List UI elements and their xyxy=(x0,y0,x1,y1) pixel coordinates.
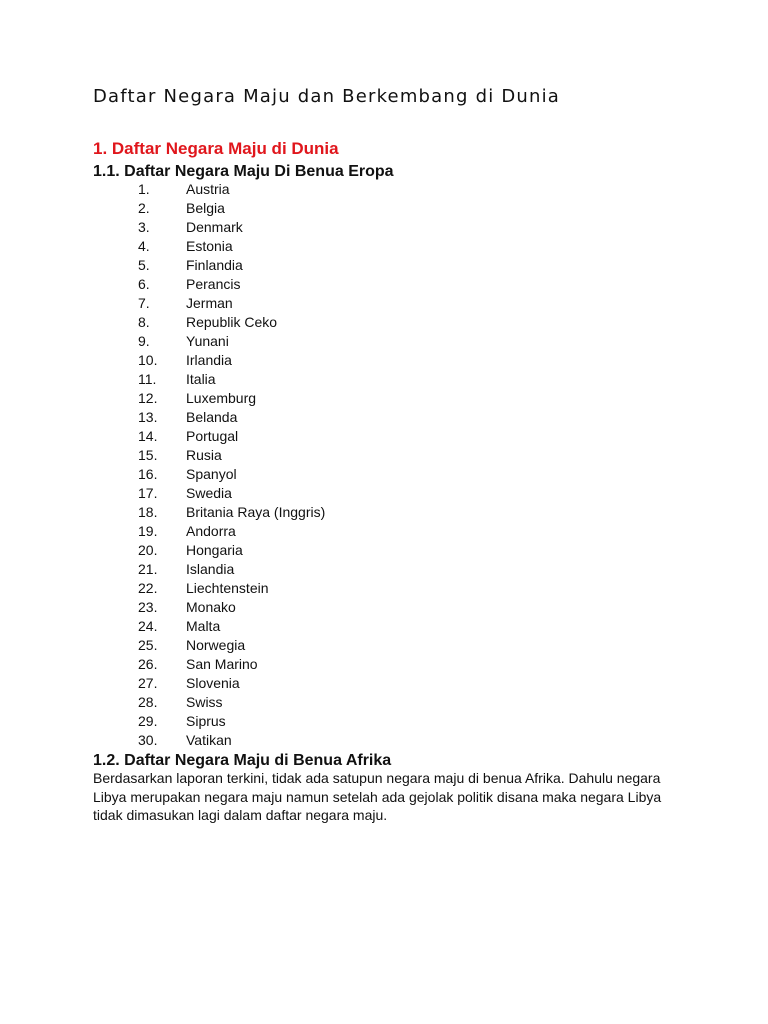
list-item-number: 9. xyxy=(138,333,150,349)
list-item-number: 16. xyxy=(138,466,158,482)
afrika-paragraph: Berdasarkan laporan terkini, tidak ada satupun negara maju di benua Afrika. Dahulu negara Libya merupakan negara maju namun setelah ada gejolak politik disana maka negara Libya tidak dimasukan lagi dalam daftar negara maju. xyxy=(93,770,662,823)
list-item-number: 19. xyxy=(138,523,158,539)
list-item-number: 18. xyxy=(138,504,158,520)
list-item-country-name: Finlandia xyxy=(186,257,243,273)
list-item xyxy=(0,693,768,712)
list-item-country-name: Belgia xyxy=(186,200,225,216)
list-item xyxy=(0,427,768,446)
list-item-number: 27. xyxy=(138,675,158,691)
list-item-number: 12. xyxy=(138,390,158,406)
list-item-country-name: Republik Ceko xyxy=(186,314,278,330)
list-item-country-name: Slovenia xyxy=(186,675,240,691)
list-item-country-name: Swedia xyxy=(186,485,232,501)
list-item xyxy=(0,731,768,750)
list-item xyxy=(0,294,768,313)
list-item-number: 17. xyxy=(138,485,158,501)
list-item-country-name: Jerman xyxy=(186,295,233,311)
list-item-number: 1. xyxy=(138,181,150,197)
list-item xyxy=(0,560,768,579)
list-item xyxy=(0,598,768,617)
list-item-number: 8. xyxy=(138,314,150,330)
list-item-number: 29. xyxy=(138,713,158,729)
list-item-number: 3. xyxy=(138,219,150,235)
list-item xyxy=(0,275,768,294)
list-item-number: 26. xyxy=(138,656,158,672)
list-item xyxy=(0,541,768,560)
list-item-number: 21. xyxy=(138,561,158,577)
list-item-country-name: Siprus xyxy=(186,713,226,729)
list-item xyxy=(0,218,768,237)
list-item xyxy=(0,332,768,351)
list-item-number: 13. xyxy=(138,409,158,425)
list-item-country-name: Perancis xyxy=(186,276,241,292)
list-item-country-name: Belanda xyxy=(186,409,238,425)
list-item xyxy=(0,408,768,427)
list-item-number: 30. xyxy=(138,732,158,748)
list-item-country-name: Estonia xyxy=(186,238,233,254)
section-heading-negara-maju: 1. Daftar Negara Maju di Dunia xyxy=(93,139,339,158)
list-item-country-name: Britania Raya (Inggris) xyxy=(186,504,326,520)
list-item-number: 25. xyxy=(138,637,158,653)
list-item xyxy=(0,199,768,218)
subsection-heading-eropa: 1.1. Daftar Negara Maju Di Benua Eropa xyxy=(93,163,394,180)
list-item xyxy=(0,617,768,636)
list-item-number: 15. xyxy=(138,447,158,463)
list-item-country-name: Malta xyxy=(186,618,221,634)
list-item xyxy=(0,655,768,674)
list-item xyxy=(0,484,768,503)
list-item-country-name: Norwegia xyxy=(186,637,246,653)
list-item xyxy=(0,503,768,522)
list-item-country-name: Monako xyxy=(186,599,236,615)
list-item-number: 22. xyxy=(138,580,158,596)
list-item-number: 11. xyxy=(138,371,157,387)
list-item-number: 23. xyxy=(138,599,158,615)
list-item-country-name: Islandia xyxy=(186,561,235,577)
list-item xyxy=(0,712,768,731)
list-item-country-name: Spanyol xyxy=(186,466,237,482)
list-item xyxy=(0,636,768,655)
list-item-country-name: Vatikan xyxy=(186,732,232,748)
list-item xyxy=(0,465,768,484)
list-item-number: 24. xyxy=(138,618,158,634)
list-item xyxy=(0,522,768,541)
list-item-country-name: Irlandia xyxy=(186,352,232,368)
list-item-country-name: Denmark xyxy=(186,219,243,235)
list-item-number: 10. xyxy=(138,352,158,368)
list-item-number: 20. xyxy=(138,542,158,558)
list-item-country-name: Italia xyxy=(186,371,216,387)
list-item xyxy=(0,313,768,332)
list-item-number: 4. xyxy=(138,238,150,254)
list-item xyxy=(0,370,768,389)
list-item xyxy=(0,389,768,408)
list-item-country-name: Rusia xyxy=(186,447,222,463)
list-item-number: 14. xyxy=(138,428,158,444)
list-item xyxy=(0,579,768,598)
list-item-country-name: Andorra xyxy=(186,523,236,539)
subsection-heading-afrika: 1.2. Daftar Negara Maju di Benua Afrika xyxy=(93,752,392,769)
list-item-country-name: San Marino xyxy=(186,656,258,672)
list-item-country-name: Luxemburg xyxy=(186,390,257,406)
list-item xyxy=(0,351,768,370)
list-item-number: 5. xyxy=(138,257,150,273)
list-item-number: 6. xyxy=(138,276,150,292)
list-item-country-name: Liechtenstein xyxy=(186,580,269,596)
list-item-country-name: Hongaria xyxy=(186,542,243,558)
list-item-number: 28. xyxy=(138,694,158,710)
eropa-country-list xyxy=(0,180,768,750)
list-item-country-name: Yunani xyxy=(186,333,229,349)
list-item-number: 7. xyxy=(138,295,150,311)
list-item xyxy=(0,180,768,199)
list-item xyxy=(0,256,768,275)
list-item xyxy=(0,446,768,465)
list-item xyxy=(0,674,768,693)
list-item-country-name: Portugal xyxy=(186,428,239,444)
list-item-number: 2. xyxy=(138,200,150,216)
document-title: Daftar Negara Maju dan Berkembang di Dunia xyxy=(93,86,561,107)
list-item-country-name: Swiss xyxy=(186,694,223,710)
list-item xyxy=(0,237,768,256)
list-item-country-name: Austria xyxy=(186,181,230,197)
